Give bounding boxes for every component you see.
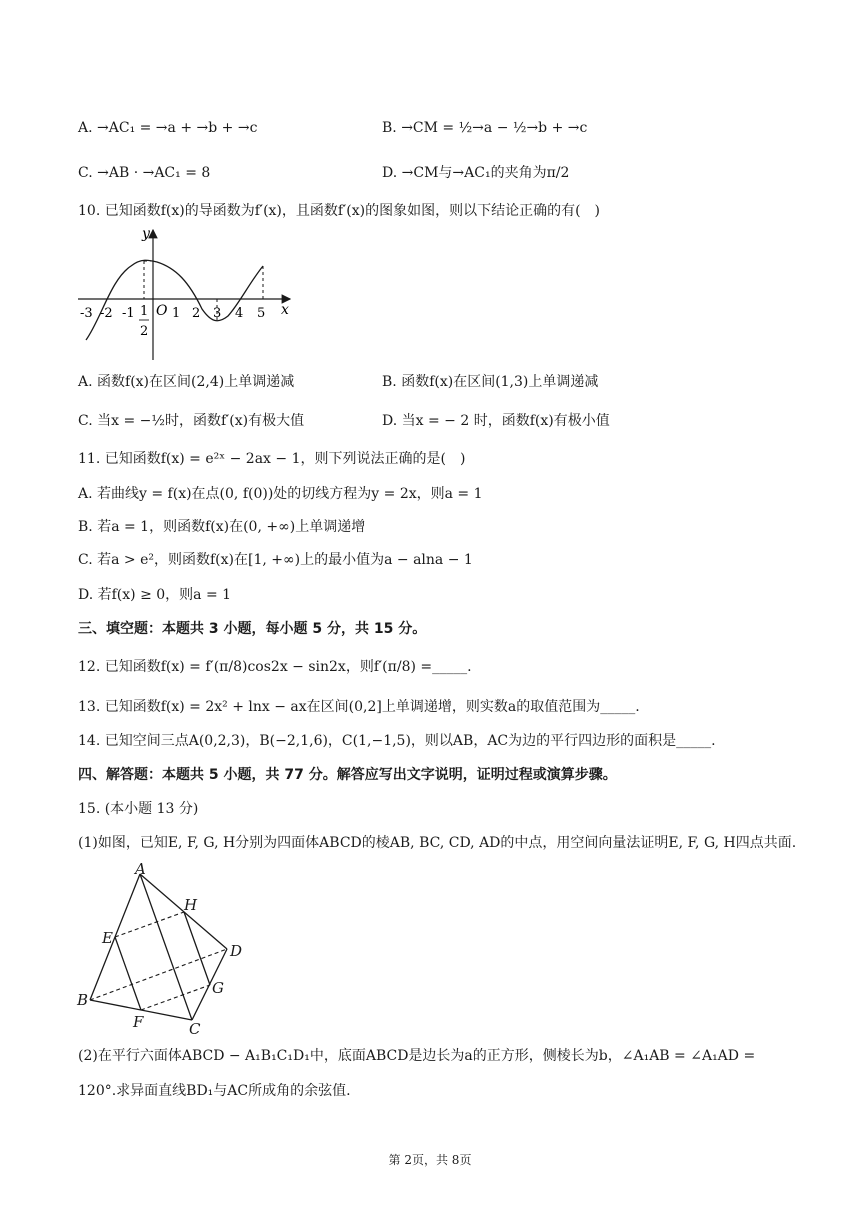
tick-label: -2 <box>100 306 113 321</box>
point-f-label: F <box>133 1013 144 1031</box>
tick-label: 5 <box>257 306 266 321</box>
vertex-c-label: C <box>189 1020 201 1038</box>
vertex-a-label: A <box>135 862 146 878</box>
q14: 14. 已知空间三点A(0,2,3)，B(−2,1,6)，C(1,−1,5)，则以AB，AC为边的平行四边形的面积是_____. <box>78 733 716 749</box>
q10-option-c: C. 当x = −½时，函数f′(x)有极大值 <box>78 413 305 429</box>
q15-part2-line1: (2)在平行六面体ABCD − A₁B₁C₁D₁中，底面ABCD是边长为a的正方形，侧棱长为b，∠A₁AB = ∠A₁AD = <box>78 1048 756 1064</box>
q10-stem: 10. 已知函数f(x)的导函数为f′(x)，且函数f′(x)的图象如图，则以下结论正确的有( ) <box>78 203 600 219</box>
derivative-curve <box>86 260 266 340</box>
tick-label: 3 <box>213 306 222 321</box>
q11-option-a: A. 若曲线y = f(x)在点(0, f(0))处的切线方程为y = 2x，则a = 1 <box>78 486 483 502</box>
x-tick-labels <box>80 304 265 339</box>
vertex-b-label: B <box>77 991 89 1009</box>
tetrahedron-figure <box>72 862 262 1040</box>
q9-option-a: A. →AC₁ = →a + →b + →c <box>78 120 258 136</box>
q15-part1: (1)如图，已知E, F, G, H分别为四面体ABCD的棱AB, BC, CD, AD的中点，用空间向量法证明E, F, G, H四点共面. <box>78 835 797 851</box>
q10-option-a: A. 函数f(x)在区间(2,4)上单调递减 <box>78 374 295 390</box>
q10-option-d: D. 当x = − 2 时，函数f(x)有极小值 <box>382 413 610 429</box>
tick-label: -3 <box>80 306 93 321</box>
tick-label: 1 <box>172 306 181 321</box>
page-footer: 第 2页，共 8页 <box>388 1153 472 1167</box>
q10-derivative-graph <box>76 224 300 364</box>
origin-label: O <box>156 303 168 319</box>
tick-label: 2 <box>192 306 201 321</box>
tick-label: -1 <box>122 306 135 321</box>
point-h-label: H <box>184 896 198 914</box>
q9-option-d: D. →CM与→AC₁的夹角为π/2 <box>382 165 570 181</box>
q11-option-b: B. 若a = 1，则函数f(x)在(0, +∞)上单调递增 <box>78 519 366 535</box>
section-4-heading: 四、解答题：本题共 5 小题，共 77 分。解答应写出文字说明，证明过程或演算步骤。 <box>78 767 617 783</box>
vertex-d-label: D <box>230 942 243 960</box>
y-axis-label: y <box>142 226 150 242</box>
q15-part2-line2: 120°.求异面直线BD₁与AC所成角的余弦值. <box>78 1083 351 1099</box>
q11-stem: 11. 已知函数f(x) = e²ˣ − 2ax − 1，则下列说法正确的是( ) <box>78 451 466 467</box>
tick-label: 1 <box>140 304 149 319</box>
q9-option-b: B. →CM = ½→a − ½→b + →c <box>382 120 588 136</box>
point-e-label: E <box>102 929 113 947</box>
q10-option-b: B. 函数f(x)在区间(1,3)上单调递减 <box>382 374 599 390</box>
section-3-heading: 三、填空题：本题共 3 小题，每小题 5 分，共 15 分。 <box>78 621 427 637</box>
q15-head: 15. (本小题 13 分) <box>78 801 199 817</box>
point-g-label: G <box>212 979 224 997</box>
q9-option-c: C. →AB · →AC₁ = 8 <box>78 165 211 181</box>
x-axis-label: x <box>281 302 289 318</box>
q11-option-c: C. 若a > e²，则函数f(x)在[1, +∞)上的最小值为a − alna − 1 <box>78 552 473 568</box>
q11-option-d: D. 若f(x) ≥ 0，则a = 1 <box>78 587 232 603</box>
q12: 12. 已知函数f(x) = f′(π/8)cos2x − sin2x，则f′(π/8) =_____. <box>78 659 472 675</box>
q13: 13. 已知函数f(x) = 2x² + lnx − ax在区间(0,2]上单调递增，则实数a的取值范围为_____. <box>78 699 640 715</box>
tick-label: 4 <box>235 306 244 321</box>
tick-label: 2 <box>140 324 149 339</box>
